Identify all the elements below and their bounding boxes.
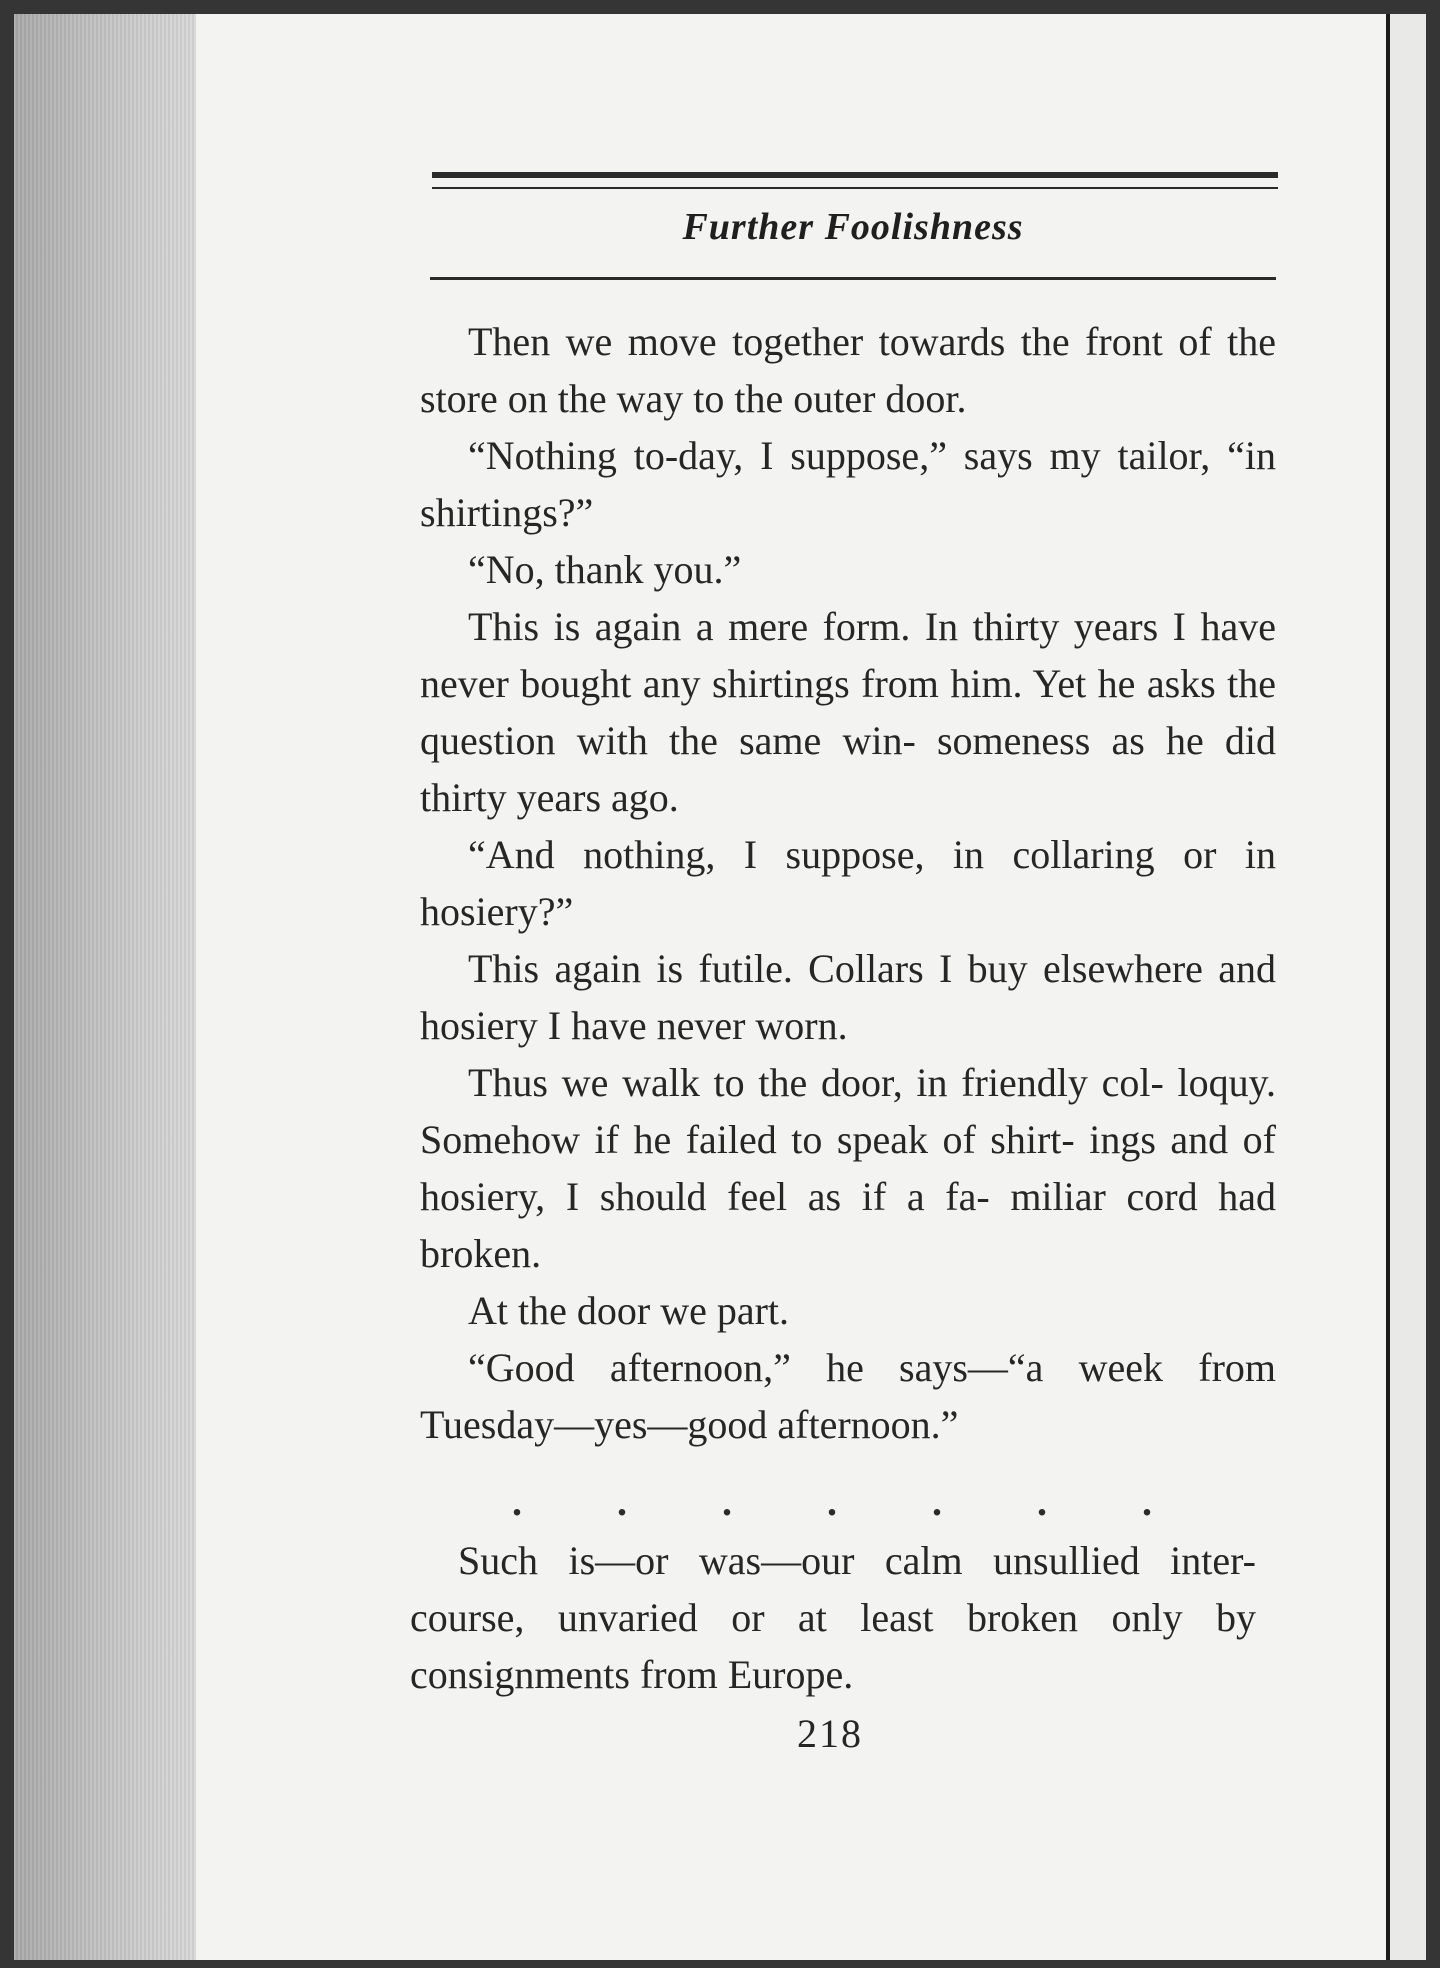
paragraph: Then we move together towards the front of the store on the way to the outer door. bbox=[420, 319, 1276, 421]
header-rule-thick bbox=[432, 172, 1278, 178]
paragraph: “And nothing, I suppose, in collaring or in hosiery?” bbox=[420, 832, 1276, 934]
header-rule-thin bbox=[432, 187, 1278, 189]
section-break-dots bbox=[512, 1478, 1152, 1525]
facing-page-margin bbox=[1390, 14, 1426, 1960]
book-page-edges bbox=[14, 14, 204, 1960]
paragraph: At the door we part. bbox=[468, 1288, 790, 1333]
section-break-dot: . bbox=[932, 1479, 942, 1524]
running-head-title: Further Foolishness bbox=[682, 206, 1024, 248]
section-break-dot: . bbox=[1142, 1479, 1152, 1524]
paragraph: “Good afternoon,” he says—“a week from Tuesday—yes—good afternoon.” bbox=[420, 1345, 1276, 1447]
header-underline-rule bbox=[430, 277, 1276, 280]
paragraph: Thus we walk to the door, in friendly col- loquy. Somehow if he failed to speak of shirt- ings and of hosiery, I should feel as if a fa- miliar cord had broken. bbox=[420, 1060, 1276, 1276]
paragraph: “No, thank you.” bbox=[468, 547, 742, 592]
closing-paragraph: Such is—or was—our calm unsullied inter- course, unvaried or at least broken only by consignments from Europe. bbox=[410, 1538, 1256, 1697]
body-text bbox=[420, 313, 1276, 1453]
section-break-dot: . bbox=[617, 1479, 627, 1524]
section-break-dot: . bbox=[1037, 1479, 1047, 1524]
section-break-dot: . bbox=[512, 1479, 522, 1524]
paragraph: “Nothing to-day, I suppose,” says my tailor, “in shirtings?” bbox=[420, 433, 1276, 535]
section-break-dot: . bbox=[827, 1479, 837, 1524]
paragraph: This again is futile. Collars I buy elsewhere and hosiery I have never worn. bbox=[420, 946, 1276, 1048]
paragraph: This is again a mere form. In thirty years I have never bought any shirtings from him. Yet he asks the question with the same win- someness as he did thirty years ago. bbox=[420, 604, 1276, 820]
page-number: 218 bbox=[797, 1711, 863, 1756]
section-break-dot: . bbox=[722, 1479, 732, 1524]
closing-text bbox=[410, 1532, 1256, 1703]
